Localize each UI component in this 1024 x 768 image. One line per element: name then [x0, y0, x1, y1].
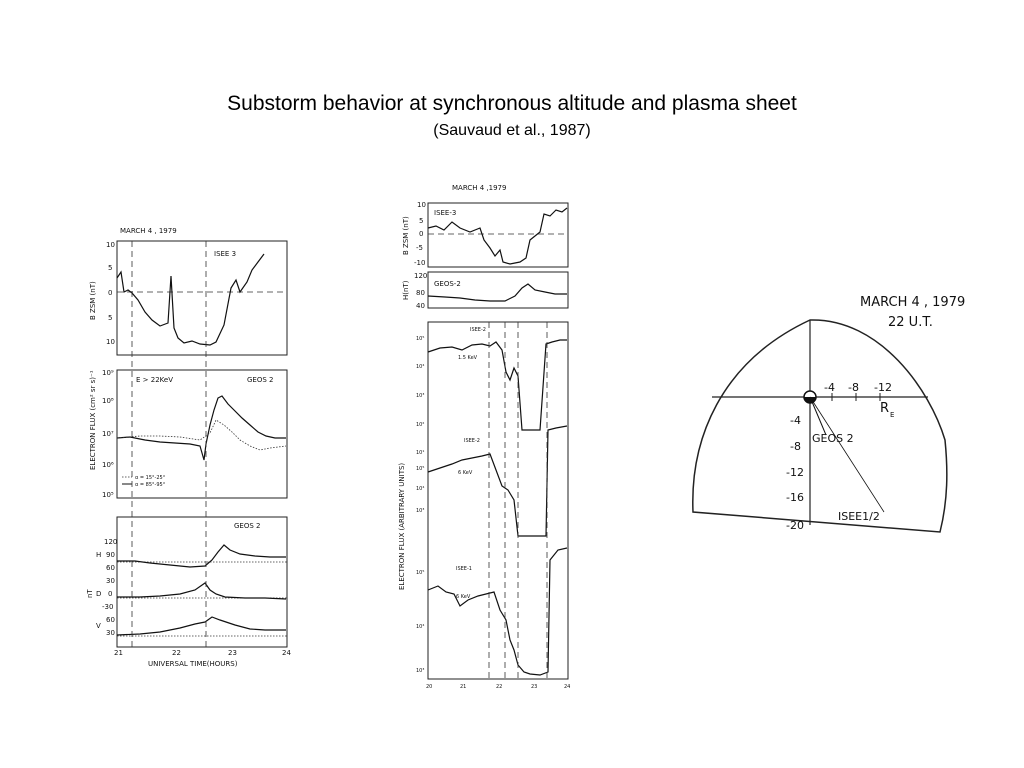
middle-p3-ytick: 10² — [416, 422, 425, 428]
left-p3-component-h: H — [96, 551, 102, 559]
slide-subtitle: (Sauvaud et al., 1987) — [433, 122, 591, 139]
left-p3-component-d: D — [96, 590, 102, 598]
right-ytick: -16 — [786, 491, 804, 504]
left-xlabel: UNIVERSAL TIME(HOURS) — [148, 660, 238, 668]
middle-p1-ytick: 10 — [417, 201, 426, 209]
middle-xtick: 23 — [531, 684, 538, 690]
left-p2-ytick: 10⁷ — [102, 430, 114, 438]
right-date: MARCH 4 , 1979 — [860, 295, 966, 310]
magnetosphere-outline — [693, 320, 947, 532]
right-axis-unit: R — [880, 401, 890, 416]
right-xtick: -4 — [824, 381, 835, 394]
left-panel1-label: ISEE 3 — [214, 250, 237, 258]
middle-figure — [398, 184, 570, 690]
left-p2-trace-b — [117, 420, 286, 450]
left-panel3-ylabel: nT — [86, 589, 94, 598]
middle-p3-ytick: 10⁵ — [416, 570, 425, 576]
middle-panel1-label: ISEE-3 — [434, 209, 457, 217]
left-panel2-ylabel: ELECTRON FLUX (cm² sr s)⁻¹ — [89, 370, 97, 470]
right-axis-unit-sub: E — [890, 411, 895, 419]
middle-trace1-energy: 1.5 KeV — [458, 355, 478, 361]
left-panel2-energy: E > 22KeV — [136, 376, 173, 384]
left-p2-ytick: 10⁸ — [102, 397, 114, 405]
middle-panel2-ylabel: H(nT) — [402, 280, 410, 300]
middle-trace3-energy: 6 KeV — [456, 594, 471, 600]
slide-title: Substorm behavior at synchronous altitude and plasma sheet — [227, 92, 797, 115]
left-p1-ytick: 5 — [108, 314, 113, 322]
left-p2-legend-a: α = 15°-25° — [135, 475, 166, 481]
middle-xtick: 21 — [460, 684, 467, 690]
left-p2-ytick: 10⁶ — [102, 461, 114, 469]
left-p3-ytick: 90 — [106, 551, 115, 559]
left-p1-ytick: 5 — [108, 264, 113, 272]
middle-p3-ytick: 10⁴ — [416, 364, 425, 370]
middle-p1-ytick: 0 — [419, 230, 424, 238]
middle-xtick: 22 — [496, 684, 503, 690]
middle-trace3 — [428, 548, 567, 675]
left-xtick: 23 — [228, 649, 237, 657]
left-panel1-ylabel: B ZSM (nT) — [89, 281, 97, 320]
right-ytick: -20 — [786, 519, 804, 532]
left-p3-ytick: 0 — [108, 590, 113, 598]
right-xtick: -8 — [848, 381, 859, 394]
middle-p3-ytick: 10⁵ — [416, 336, 425, 342]
middle-p3-ytick: 10³ — [416, 508, 425, 514]
middle-p3-ytick: 10⁴ — [416, 624, 425, 630]
middle-p3-ytick: 10⁵ — [416, 466, 425, 472]
middle-panel3-ylabel: ELECTRON FLUX (ARBITRARY UNITS) — [398, 462, 406, 590]
middle-panel1-ylabel: B ZSM (nT) — [402, 216, 410, 255]
left-panel3-frame — [117, 517, 287, 647]
right-ytick: -8 — [790, 440, 801, 453]
left-p3-trace-h — [117, 545, 286, 567]
left-p1-ytick: 0 — [108, 289, 113, 297]
middle-trace1-label: ISEE-2 — [470, 327, 486, 333]
middle-panel2-frame — [428, 272, 568, 308]
right-ytick: -12 — [786, 466, 804, 479]
left-p3-trace-d — [117, 583, 286, 599]
left-p3-ytick: 60 — [106, 616, 115, 624]
middle-p3-ytick: 10¹ — [416, 450, 425, 456]
right-time: 22 U.T. — [888, 315, 933, 330]
left-p3-trace-v — [117, 617, 286, 635]
geos-label: GEOS 2 — [812, 432, 854, 445]
left-date: MARCH 4 , 1979 — [120, 227, 177, 235]
middle-date: MARCH 4 ,1979 — [452, 184, 507, 192]
left-p2-ytick: 10⁵ — [102, 491, 114, 499]
middle-trace2 — [428, 426, 567, 536]
left-panel2-label: GEOS 2 — [247, 376, 274, 384]
middle-p2-ytick: 120 — [414, 272, 428, 280]
left-p1-ytick: 10 — [106, 338, 115, 346]
left-p3-component-v: V — [96, 622, 101, 630]
middle-p1-ytick: -10 — [414, 259, 426, 267]
middle-p3-ytick: 10⁴ — [416, 486, 425, 492]
left-p2-legend-b: α = 85°-95° — [135, 482, 166, 488]
middle-trace3-label: ISEE-1 — [456, 566, 472, 572]
left-p3-ytick: 60 — [106, 564, 115, 572]
geos-pointer — [810, 397, 826, 435]
left-p3-ytick: 30 — [106, 629, 115, 637]
left-xtick: 22 — [172, 649, 181, 657]
left-xtick: 21 — [114, 649, 123, 657]
right-figure — [693, 295, 965, 532]
right-ytick: -4 — [790, 414, 801, 427]
middle-trace2-label: ISEE-2 — [464, 438, 480, 444]
left-panel3-label: GEOS 2 — [234, 522, 261, 530]
left-figure — [86, 227, 291, 668]
middle-p2-ytick: 40 — [416, 302, 425, 310]
middle-trace2-energy: 6 KeV — [458, 470, 473, 476]
middle-trace1 — [428, 340, 567, 430]
left-p3-ytick: 120 — [104, 538, 118, 546]
left-xtick: 24 — [282, 649, 291, 657]
middle-p1-ytick: 5 — [419, 217, 424, 225]
left-p2-trace-a — [117, 396, 286, 460]
middle-p3-ytick: 10³ — [416, 668, 425, 674]
middle-xtick: 24 — [564, 684, 571, 690]
left-p2-ytick: 10⁹ — [102, 369, 114, 377]
isee-pointer — [810, 397, 884, 512]
middle-p1-ytick: -5 — [416, 244, 423, 252]
middle-panel2-label: GEOS-2 — [434, 280, 461, 288]
left-p1-trace — [117, 254, 264, 345]
left-p1-ytick: 10 — [106, 241, 115, 249]
middle-p3-ytick: 10³ — [416, 393, 425, 399]
middle-xtick: 20 — [426, 684, 433, 690]
right-xtick: -12 — [874, 381, 892, 394]
left-p3-ytick: 30 — [106, 577, 115, 585]
middle-p2-ytick: 80 — [416, 289, 425, 297]
left-p3-ytick: -30 — [102, 603, 114, 611]
isee-label: ISEE1/2 — [838, 510, 880, 523]
